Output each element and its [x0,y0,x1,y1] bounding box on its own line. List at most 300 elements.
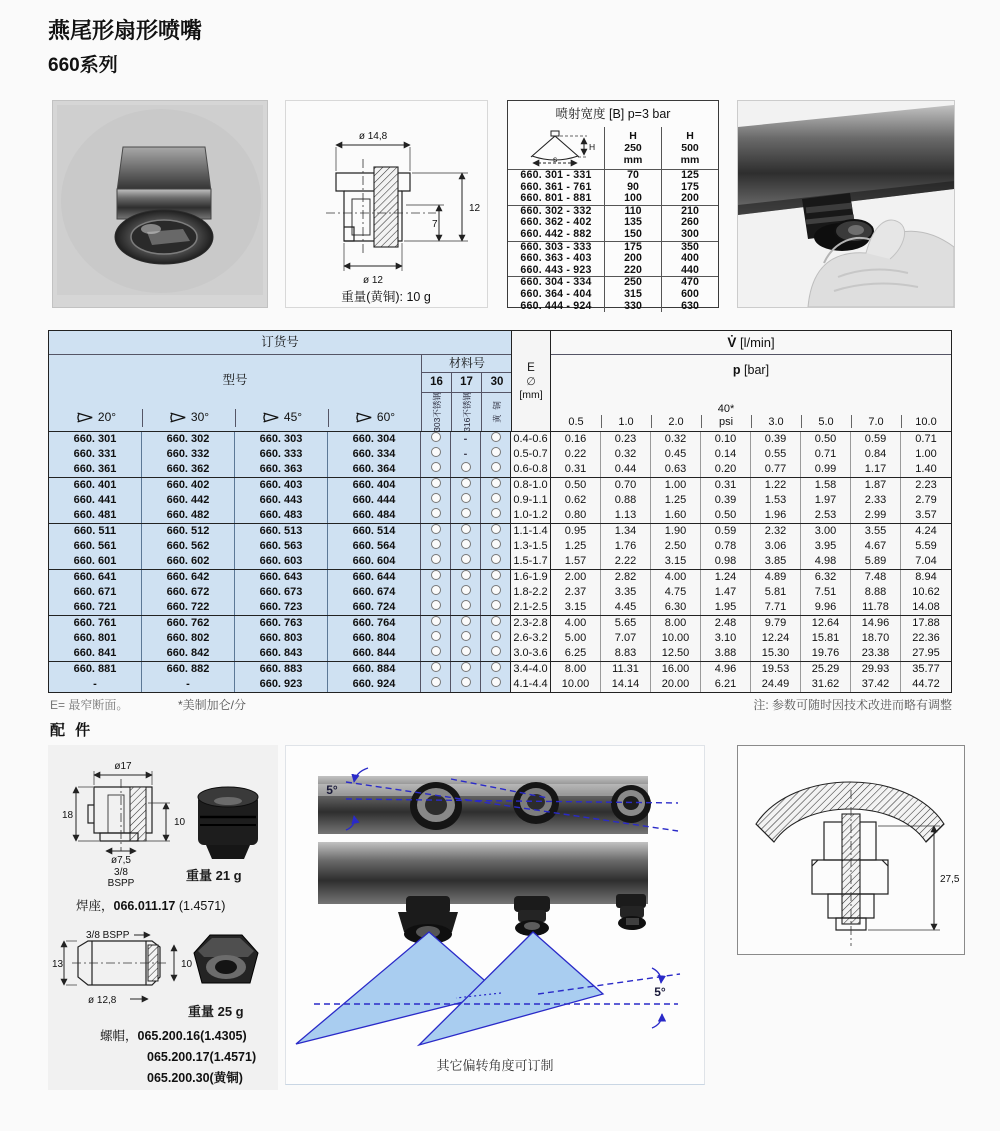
material-unavailable-dash: - [463,448,468,460]
seat-photo [198,787,258,859]
spray-width-header [508,127,718,170]
material-available-circle [461,524,471,534]
e-range-column: 2.3-2.8 2.6-3.2 3.0-3.6 [511,616,551,661]
installation-photo [737,100,955,308]
model-column: 660. 513 660. 563 660. 603 [235,524,328,569]
model-column: 660. 642 660. 672 660. 722 [142,570,235,615]
pressure-header: 40* psi [701,403,751,431]
material-available-circle [431,631,441,641]
flow-value-column: 8.94 10.62 14.08 [901,570,951,615]
dim-label-top: ø 14,8 [358,131,388,142]
material-column [481,662,511,692]
material-available-circle [431,600,441,610]
main-table [48,330,952,693]
flow-value-column: 25.29 31.62 [801,662,851,692]
spray-width-col-header-1: H 250 mm [604,127,661,169]
material-available-circle [431,508,441,518]
material-column [451,570,481,615]
flow-value-column: 6.32 7.51 9.96 [801,570,851,615]
spray-width-col-header-2: H 500 mm [661,127,718,169]
flow-value-column: 35.77 44.72 [901,662,951,692]
spray-width-row [508,229,718,241]
e-range-column: 1.1-1.4 1.3-1.5 1.5-1.7 [511,524,551,569]
flow-value-column: 4.24 5.59 7.04 [901,524,951,569]
nozzle-drawing [286,101,487,307]
nut-caption [100,1026,256,1089]
seat-dim-bottom: ø7,5 [110,855,132,866]
pressure-title [551,355,951,382]
flow-value-column: 0.16 0.22 0.31 [551,432,601,477]
material-available-circle [491,493,501,503]
flow-value-column: 4.96 6.21 [701,662,751,692]
material-available-circle [431,539,441,549]
main-table-header [49,331,951,431]
material-available-circle [431,447,441,457]
e-unit: [mm] [519,388,543,401]
flow-header [551,331,951,355]
deflection-panel [285,745,705,1085]
material-available-circle [461,493,471,503]
seat-dim-right: 10 [174,817,186,828]
spray-width-h250: 150 [604,229,661,241]
material-column [421,616,451,661]
fan-h-label: H [589,142,596,152]
material-column [451,478,481,523]
spray-width-row [508,301,718,313]
material-unavailable-dash: - [463,433,468,445]
flow-value-column: 8.00 10.00 [551,662,601,692]
accessories-heading: 配 件 [50,722,94,739]
material-available-circle [491,646,501,656]
material-available-circle [461,616,471,626]
flow-value-column: 2.48 3.10 3.88 [701,616,751,661]
spray-width-range: 660. 801 - 881 [520,192,592,205]
nozzle-photo-image [53,101,267,307]
material-column [451,616,481,661]
material-available-circle [461,631,471,641]
material-available-circle [431,462,441,472]
model-column: 660. 512 660. 562 660. 602 [142,524,235,569]
spray-width-h500: 210 [661,206,718,218]
spray-width-h500: 260 [661,217,718,229]
spray-fan-icon [511,129,601,167]
deflection-graphic [286,746,706,1086]
spray-width-h250: 110 [604,206,661,218]
spray-width-h500: 200 [661,193,718,205]
nut-caption-code-2: 065.200.17(1.4571) [147,1050,257,1064]
spray-width-row [508,253,718,265]
material-available-circle [461,478,471,488]
v-unit: [l/min] [736,335,775,350]
material-column [421,432,451,477]
spray-width-h500: 470 [661,277,718,289]
dim-label-bottom: ø 12 [362,275,384,286]
material-column [481,570,511,615]
fan-s-label: s [553,154,558,164]
material-available-circle [491,462,501,472]
installation-photo-image [738,101,954,307]
material-available-circle [461,646,471,656]
material-name: 303不锈钢 [422,393,452,431]
material-column [421,478,451,523]
p-symbol: p [732,363,741,377]
material-column [421,524,451,569]
flow-value-column: 1.90 2.50 3.15 [651,524,701,569]
model-column: 660. 511 660. 561 660. 601 [49,524,142,569]
material-available-circle [461,585,471,595]
flow-value-column: 0.59 0.78 0.98 [701,524,751,569]
e-range-column: 1.6-1.9 1.8-2.2 2.1-2.5 [511,570,551,615]
material-available-circle [431,677,441,687]
angle-header-3 [235,403,328,431]
material-available-circle [491,478,501,488]
material-available-circle [491,616,501,626]
flow-value-column: 0.95 1.25 1.57 [551,524,601,569]
flow-value-column: 7.48 8.88 11.78 [851,570,901,615]
spray-width-h250: 220 [604,265,661,277]
nozzle-drawing-panel [285,100,488,308]
flow-value-column: 0.59 0.84 1.17 [851,432,901,477]
nozzle-photo [52,100,268,308]
material-name: 黄 铜 [492,401,502,423]
flow-value-column: 11.31 14.14 [601,662,651,692]
material-name: 316不锈钢 [452,393,482,431]
spray-width-row [508,265,718,277]
page-title: 燕尾形扇形喷嘴 [48,18,203,43]
spray-width-h500: 125 [661,170,718,182]
spray-width-title: 喷射宽度 [B] p=3 bar [555,107,671,121]
flow-value-column: 2.32 3.06 3.85 [751,524,801,569]
seat-caption-code: 066.011.17 [113,899,176,913]
deflection-angle-top-label: 5° [326,783,338,797]
spray-width-range: 660. 361 - 761 [520,180,592,193]
spray-width-group [508,276,718,312]
seat-dim-top: ø17 [114,761,132,772]
dim-label-7: 7 [432,219,438,230]
seat-weight: 重量 21 g [186,868,242,883]
material-available-circle [491,554,501,564]
pressure-header: 5.0 [801,416,851,432]
material-available-circle [461,662,471,672]
flow-value-column: 0.70 0.88 1.13 [601,478,651,523]
material-available-circle [461,554,471,564]
pressure-header: 3.0 [751,416,801,432]
main-table-body [49,431,951,692]
material-available-circle [491,524,501,534]
spray-width-range: 660. 301 - 331 [520,169,592,181]
material-available-circle [491,432,501,442]
angle-label: 45° [283,410,303,424]
e-header [511,331,551,431]
spray-width-h250: 175 [604,242,661,254]
pressure-header: 2.0 [651,416,701,432]
angle-header-2 [142,403,235,431]
spray-width-h250: 330 [604,301,661,313]
e-footnote: E= 最窄断面。 [50,698,129,712]
material-available-circle [431,493,441,503]
material-column [451,524,481,569]
manifold-side-photo [318,842,648,944]
model-column: 660. 881 - [49,662,142,692]
e-range-column: 3.4-4.0 4.1-4.4 [511,662,551,692]
material-available-circle [461,677,471,687]
flow-value-column: 8.00 10.00 12.50 [651,616,701,661]
header-left-block [49,331,511,431]
flow-value-column: 19.53 24.49 [751,662,801,692]
flow-value-column: 5.65 7.07 8.83 [601,616,651,661]
pressure-header-row [551,382,951,431]
table-group [49,569,951,615]
spray-width-row [508,193,718,205]
material-number: 17 [452,373,482,392]
model-column: 660. 763 660. 803 660. 843 [235,616,328,661]
material-available-circle [461,570,471,580]
spray-width-row [508,170,718,182]
spray-width-h500: 630 [661,301,718,313]
section-dim-label: 27,5 [940,874,960,885]
spray-width-h500: 350 [661,242,718,254]
spray-width-group [508,205,718,241]
nut-dim-bottom: ø 12,8 [88,995,117,1006]
spray-width-range: 660. 442 - 882 [520,227,592,240]
spray-width-h500: 300 [661,229,718,241]
e-range-column: 0.8-1.0 0.9-1.1 1.0-1.2 [511,478,551,523]
spray-width-range: 660. 443 - 923 [520,263,592,276]
material-available-circle [431,478,441,488]
material-numbers-row [422,373,512,393]
pressure-header: 0.5 [568,415,584,428]
material-column [481,616,511,661]
model-column: 660. 303 660. 333 660. 363 [235,432,328,477]
e-diameter-symbol: ∅ [526,375,536,388]
spray-angle-icon [261,411,280,424]
material-available-circle [461,539,471,549]
material-no-header: 材料号 [422,355,512,373]
flow-value-column: 0.10 0.14 0.20 [701,432,751,477]
flow-value-column: 0.50 0.62 0.80 [551,478,601,523]
flow-value-column: 1.00 1.25 1.60 [651,478,701,523]
spray-width-h250: 315 [604,289,661,301]
flow-value-column: 2.23 2.79 3.57 [901,478,951,523]
flow-value-column: 0.23 0.32 0.44 [601,432,651,477]
table-group [49,523,951,569]
section-drawing [738,746,964,954]
seat-thread-line1: 3/8 [114,867,128,878]
material-column [421,570,451,615]
flow-value-column: 1.22 1.53 1.96 [751,478,801,523]
material-available-circle [431,554,441,564]
deflection-angle-bottom-label: 5° [654,985,666,999]
flow-value-column: 0.32 0.45 0.63 [651,432,701,477]
nut-caption-prefix: 螺帽， [100,1029,138,1043]
nut-caption-code-3: 065.200.30(黄铜) [147,1071,243,1085]
spray-width-h500: 175 [661,182,718,194]
flow-value-column: 0.50 0.71 0.99 [801,432,851,477]
material-available-circle [491,570,501,580]
material-column [481,432,511,477]
model-column: 660. 643 660. 673 660. 723 [235,570,328,615]
nut-caption-code-1: 065.200.16(1.4305) [137,1029,247,1043]
material-available-circle [431,432,441,442]
seat-caption-prefix: 焊座， [76,899,114,913]
flow-value-column: 3.00 3.95 4.98 [801,524,851,569]
model-column: 660. 304 660. 334 660. 364 [328,432,421,477]
nut-photo [194,935,258,983]
model-column: 660. 403 660. 443 660. 483 [235,478,328,523]
model-column: 660. 401 660. 441 660. 481 [49,478,142,523]
table-group [49,477,951,523]
pressure-header: 10.0 [901,416,951,432]
model-column: 660. 301 660. 331 660. 361 [49,432,142,477]
flow-value-column: 4.00 4.75 6.30 [651,570,701,615]
flow-value-column: 3.55 4.67 5.89 [851,524,901,569]
e-range-column: 0.4-0.6 0.5-0.7 0.6-0.8 [511,432,551,477]
flow-value-column: 1.24 1.47 1.95 [701,570,751,615]
spray-width-h250: 200 [604,253,661,265]
flow-value-column: 0.71 1.00 1.40 [901,432,951,477]
pressure-header: 7.0 [851,416,901,432]
seat-caption-suffix: (1.4571) [175,899,226,913]
seat-dim-left: 18 [62,810,74,821]
spray-angle-icon [75,411,94,424]
flow-value-column: 1.87 2.33 2.99 [851,478,901,523]
nut-dim-right: 10 [181,959,193,970]
spray-angle-icon [354,411,373,424]
weight-caption: 重量(黄铜): 10 g [341,290,431,304]
flow-value-column: 9.79 12.24 15.30 [751,616,801,661]
material-available-circle [491,585,501,595]
spray-width-h500: 600 [661,289,718,301]
model-column: 660. 884 660. 924 [328,662,421,692]
angle-header-row [49,403,421,431]
model-column: 660. 764 660. 804 660. 844 [328,616,421,661]
model-header: 型号 [222,373,248,387]
material-available-circle [491,677,501,687]
material-available-circle [491,539,501,549]
flow-value-column: 29.93 37.42 [851,662,901,692]
model-header-block [49,355,421,431]
spray-width-h250: 250 [604,277,661,289]
spray-width-table [507,100,719,312]
material-column [481,478,511,523]
nut-dim-top: 3/8 BSPP [86,930,130,941]
model-column: 660. 882 - [142,662,235,692]
change-footnote: 注: 参数可随时因技术改进而略有调整 [753,698,952,712]
header-right-block [551,331,951,431]
material-available-circle [431,570,441,580]
angle-label: 60° [376,410,396,424]
model-column: 660. 761 660. 801 660. 841 [49,616,142,661]
table-group [49,432,951,477]
spray-width-row [508,289,718,301]
material-header-block [421,355,512,431]
model-column: 660. 644 660. 674 660. 724 [328,570,421,615]
material-number: 16 [422,373,452,392]
deflection-caption: 其它偏转角度可订制 [436,1058,554,1073]
model-column: 660. 514 660. 564 660. 604 [328,524,421,569]
material-column [421,662,451,692]
spray-width-h250: 90 [604,182,661,194]
flow-value-column: 14.96 18.70 23.38 [851,616,901,661]
material-available-circle [431,616,441,626]
material-available-circle [461,508,471,518]
angle-label: 20° [97,410,117,424]
material-available-circle [491,631,501,641]
flow-value-column: 0.31 0.39 0.50 [701,478,751,523]
p-unit: [bar] [740,363,770,377]
spray-width-group [508,241,718,277]
gallon-footnote: *美制加仑/分 [178,698,247,712]
seat-caption [76,896,225,914]
spray-width-h250: 70 [604,170,661,182]
spray-width-h250: 100 [604,193,661,205]
seat-thread-line2: BSPP [107,878,135,889]
flow-value-column: 17.88 22.36 27.95 [901,616,951,661]
spray-width-h500: 400 [661,253,718,265]
spray-fan-icon-cell [508,127,604,169]
pressure-header: 1.0 [601,416,651,432]
accessories-panel [48,745,278,1090]
material-available-circle [431,524,441,534]
spray-angle-icon [168,411,187,424]
model-column: 660. 883 660. 923 [235,662,328,692]
nut-dim-left: 13 [52,959,64,970]
order-no-header: 订货号 [49,331,511,355]
spray-width-range: 660. 302 - 332 [520,204,592,217]
table-group [49,615,951,661]
spray-width-range: 660. 444 - 924 [520,299,592,312]
spray-width-range: 660. 362 - 402 [520,216,592,229]
spray-width-h250: 135 [604,217,661,229]
material-available-circle [491,600,501,610]
v-symbol: V̇ [727,335,737,350]
model-column: 660. 402 660. 442 660. 482 [142,478,235,523]
angle-header-4 [328,403,421,431]
angle-header-1 [49,403,142,431]
material-column [451,662,481,692]
material-available-circle [431,646,441,656]
e-label: E [527,361,535,374]
material-available-circle [461,462,471,472]
model-column: 660. 404 660. 444 660. 484 [328,478,421,523]
material-available-circle [431,585,441,595]
section-drawing-panel [737,745,965,955]
flow-value-column: 16.00 20.00 [651,662,701,692]
table-group [49,661,951,692]
spray-width-range: 660. 363 - 403 [520,252,592,265]
material-available-circle [491,447,501,457]
material-names-row [422,393,512,431]
spray-width-h500: 440 [661,265,718,277]
model-column: 660. 762 660. 802 660. 842 [142,616,235,661]
series-title: 660系列 [48,55,118,76]
spray-width-range: 660. 364 - 404 [520,287,592,300]
angle-label: 30° [190,410,210,424]
flow-value-column: 2.82 3.35 4.45 [601,570,651,615]
dim-label-12: 12 [469,203,481,214]
model-column: 660. 302 660. 332 660. 362 [142,432,235,477]
material-column [481,524,511,569]
spray-width-group [508,170,718,205]
spray-width-range: 660. 304 - 334 [520,276,592,289]
spray-width-range: 660. 303 - 333 [520,240,592,253]
material-column [451,432,481,477]
flow-value-column: 4.89 5.81 7.71 [751,570,801,615]
flow-value-column: 12.64 15.81 19.76 [801,616,851,661]
material-available-circle [431,662,441,672]
material-available-circle [491,662,501,672]
flow-value-column: 2.00 2.37 3.15 [551,570,601,615]
